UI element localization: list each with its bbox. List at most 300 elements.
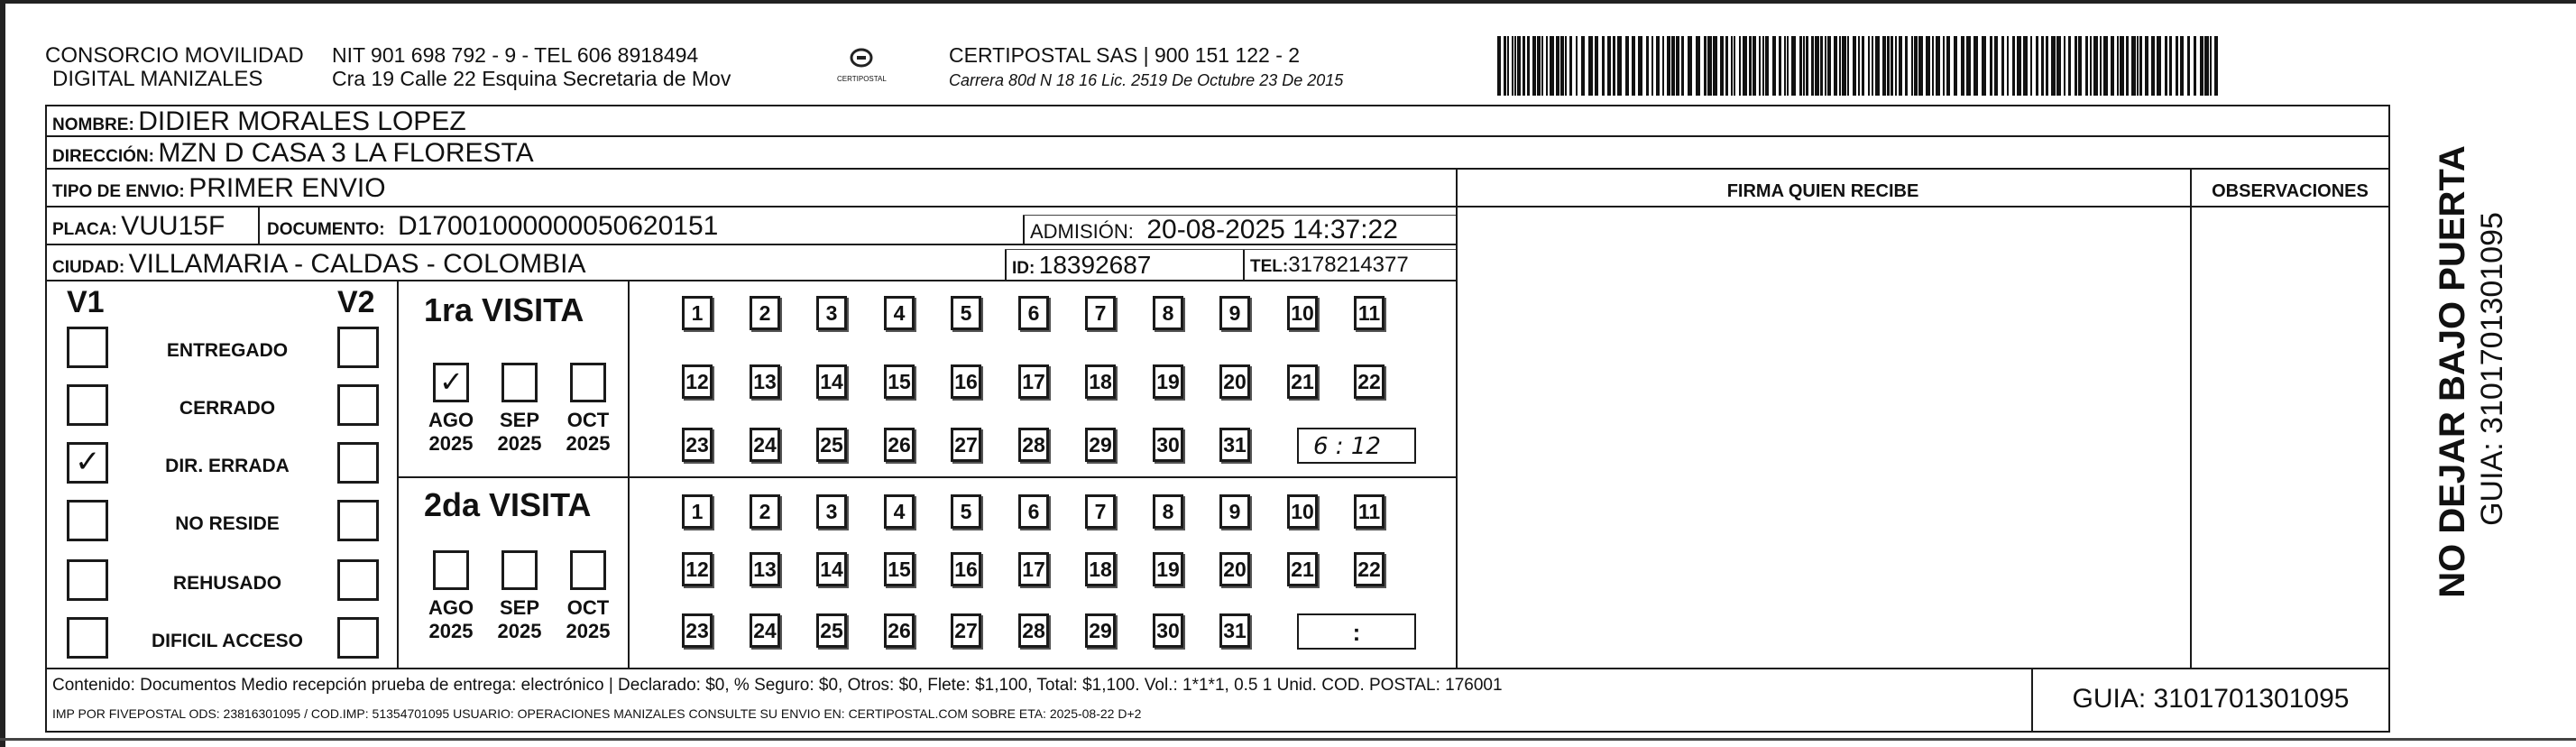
barcode-bar <box>1914 36 1918 96</box>
barcode-bar <box>1514 36 1516 96</box>
barcode-bar <box>1887 36 1890 96</box>
courier-logo-icon <box>837 45 886 92</box>
barcode-bar <box>1895 36 1897 96</box>
admission-field <box>1030 217 1398 244</box>
barcode-bar <box>1576 36 1578 96</box>
barcode-bar <box>2157 36 2161 96</box>
barcode-bar <box>1512 36 1513 96</box>
visit2-day-box[interactable]: 1 <box>682 494 713 529</box>
visit2-day-box[interactable]: 25 <box>816 613 847 648</box>
barcode-bar <box>1825 36 1826 96</box>
barcode-bar <box>2068 36 2071 96</box>
barcode-bar <box>2145 36 2148 96</box>
id-label: ID: <box>1012 259 1035 278</box>
barcode-bar <box>2078 36 2082 96</box>
barcode-bar <box>1707 36 1712 96</box>
visit1-day-box[interactable]: 9 <box>1219 296 1250 330</box>
status-reason-label: ENTREGADO <box>166 340 289 361</box>
visit1-day-box[interactable]: 30 <box>1153 428 1183 462</box>
tel-label: TEL: <box>1250 257 1289 276</box>
barcode-bar <box>2111 36 2114 96</box>
visit2-day-box[interactable]: 12 <box>682 552 713 586</box>
barcode-bar <box>2030 36 2032 96</box>
visit1-day-box[interactable]: 4 <box>884 296 915 330</box>
barcode-bar <box>1532 36 1536 96</box>
footer-content: Contenido: Documentos Medio recepción prueba de entrega: electrónico | Declarado: $0, % Seguro: $0, Otros: $0, Flete: $1,100, Total: $1,100. Vol.: 1*1*1, 0.5 1 Unid. COD. POSTAL: 176001 <box>52 676 1503 695</box>
barcode-bar <box>1994 36 1998 96</box>
visit1-day-box[interactable]: 11 <box>1354 296 1385 330</box>
barcode-bar <box>1704 36 1707 96</box>
city-label: CIUDAD: <box>52 258 125 277</box>
visit2-day-box[interactable]: 26 <box>884 613 915 648</box>
status-reason-label: DIR. ERRADA <box>165 456 290 476</box>
visit1-day-box[interactable]: 26 <box>884 428 915 462</box>
visit2-day-box[interactable]: 13 <box>750 552 780 586</box>
barcode-bar <box>1734 36 1735 96</box>
side-panel <box>2403 117 2511 650</box>
barcode-bar <box>2131 36 2136 96</box>
visit2-day-box[interactable]: 2 <box>750 494 780 529</box>
barcode-bar <box>2151 36 2155 96</box>
status-reason-label: DIFICIL ACCESO <box>151 631 303 651</box>
doc-divider <box>1023 215 1025 244</box>
id-field <box>1012 253 1151 278</box>
check-mark-icon: ✓ <box>75 444 101 480</box>
barcode-bar <box>1982 36 1986 96</box>
barcode-bar <box>2187 36 2190 96</box>
visit2-title: 2da VISITA <box>424 486 592 523</box>
barcode-bar <box>1581 36 1585 96</box>
visit2-day-box[interactable]: 8 <box>1153 494 1183 529</box>
v1-checkbox[interactable] <box>67 384 108 426</box>
visit1-day-box[interactable]: 6 <box>1018 296 1049 330</box>
visit1-day-box[interactable]: 8 <box>1153 296 1183 330</box>
courier-line: CERTIPOSTAL SAS | 900 151 122 - 2 <box>949 43 1301 67</box>
address-label: DIRECCIÓN: <box>52 147 154 166</box>
barcode-bar <box>1787 36 1789 96</box>
barcode-bar <box>1651 36 1653 96</box>
barcode-bar <box>1803 36 1805 96</box>
visit2-day-box[interactable]: 10 <box>1287 494 1318 529</box>
barcode-bar <box>2023 36 2028 96</box>
visit1-day-box[interactable]: 23 <box>682 428 713 462</box>
visit1-day-box[interactable]: 18 <box>1085 364 1116 399</box>
barcode-bar <box>1911 36 1913 96</box>
visit2-day-box[interactable]: 5 <box>951 494 981 529</box>
visit-divider <box>628 280 630 668</box>
barcode-bar <box>2200 36 2203 96</box>
sender-name-2: DIGITAL MANIZALES <box>52 67 263 91</box>
side-title: NO DEJAR BAJO PUERTA <box>2433 145 2472 598</box>
visit1-year-label: 2025 <box>497 432 542 455</box>
barcode-bar <box>1905 36 1908 96</box>
visit2-month-checkbox[interactable] <box>501 550 538 590</box>
send-type: PRIMER ENVIO <box>189 173 386 203</box>
recipient-name: DIDIER MORALES LOPEZ <box>138 106 466 136</box>
visit1-year-label: 2025 <box>566 432 611 455</box>
barcode-bar <box>2194 36 2196 96</box>
left-edge <box>0 0 5 747</box>
visit1-day-box[interactable]: 16 <box>951 364 981 399</box>
barcode-bar <box>1806 36 1808 96</box>
barcode-bar <box>1646 36 1649 96</box>
nit-line: NIT 901 698 792 - 9 - TEL 606 8918494 <box>332 43 699 67</box>
visit1-day-box[interactable]: 3 <box>816 296 847 330</box>
barcode-bar <box>1899 36 1902 96</box>
barcode-bar <box>1753 36 1756 96</box>
barcode-bar <box>2204 36 2209 96</box>
observations-box[interactable] <box>2192 208 2388 668</box>
status-reason-label: CERRADO <box>179 398 276 419</box>
visit2-year-label: 2025 <box>428 620 474 642</box>
barcode-bar <box>1918 36 1923 96</box>
v1-label: V1 <box>67 285 105 319</box>
visit2-time: : <box>1352 619 1361 646</box>
barcode-bar <box>1731 36 1733 96</box>
barcode-bar <box>1891 36 1893 96</box>
visit2-day-box[interactable]: 28 <box>1018 613 1049 648</box>
visit1-day-box[interactable]: 10 <box>1287 296 1318 330</box>
visit1-day-box[interactable]: 2 <box>750 296 780 330</box>
barcode-bar <box>1546 36 1548 96</box>
barcode-bar <box>2090 36 2092 96</box>
barcode-bar <box>1827 36 1831 96</box>
id-divider <box>1243 249 1245 280</box>
visit1-title: 1ra VISITA <box>424 291 584 328</box>
barcode-bar <box>1667 36 1670 96</box>
visit1-day-box[interactable]: 14 <box>816 364 847 399</box>
barcode <box>1497 36 2221 96</box>
barcode-bar <box>1527 36 1530 96</box>
visit1-day-box[interactable]: 31 <box>1219 428 1250 462</box>
visit1-day-box[interactable]: 13 <box>750 364 780 399</box>
v2-checkbox[interactable] <box>337 327 379 368</box>
barcode-bar <box>1662 36 1664 96</box>
visit2-time-box[interactable] <box>1297 613 1416 650</box>
recipient-address: MZN D CASA 3 LA FLORESTA <box>158 138 534 168</box>
barcode-bar <box>1617 36 1622 96</box>
barcode-bar <box>1523 36 1525 96</box>
barcode-bar <box>1872 36 1873 96</box>
visit-separator <box>397 476 1458 478</box>
send-type-row <box>52 175 386 202</box>
visit2-day-box[interactable]: 17 <box>1018 552 1049 586</box>
v1-checkbox[interactable] <box>67 617 108 659</box>
barcode-bar <box>2017 36 2021 96</box>
barcode-bar <box>1556 36 1559 96</box>
visit1-month-label: AGO <box>428 409 474 431</box>
barcode-bar <box>1713 36 1717 96</box>
barcode-bar <box>1739 36 1741 96</box>
sender-name-1: CONSORCIO MOVILIDAD <box>45 43 304 68</box>
visit1-day-box[interactable]: 22 <box>1354 364 1385 399</box>
visit1-day-box[interactable]: 21 <box>1287 364 1318 399</box>
barcode-bar <box>1834 36 1837 96</box>
barcode-bar <box>1688 36 1692 96</box>
barcode-bar <box>1772 36 1776 96</box>
barcode-bar <box>1762 36 1764 96</box>
top-edge <box>0 0 2576 4</box>
plate-value: VUU15F <box>121 211 225 241</box>
admission-label: ADMISIÓN: <box>1030 220 1134 243</box>
visit1-day-box[interactable]: 1 <box>682 296 713 330</box>
plate-field <box>52 213 225 240</box>
barcode-bar <box>2180 36 2184 96</box>
barcode-bar <box>2093 36 2098 96</box>
barcode-bar <box>1671 36 1675 96</box>
barcode-bar <box>2064 36 2065 96</box>
barcode-bar <box>1926 36 1930 96</box>
visit2-month-label: SEP <box>499 596 540 619</box>
visit1-day-box[interactable]: 28 <box>1018 428 1049 462</box>
barcode-bar <box>1595 36 1598 96</box>
visit1-day-box[interactable]: 5 <box>951 296 981 330</box>
row-line-5 <box>45 280 1458 281</box>
barcode-bar <box>2100 36 2102 96</box>
visit2-day-box[interactable]: 3 <box>816 494 847 529</box>
v2-checkbox[interactable] <box>337 617 379 659</box>
barcode-bar <box>1550 36 1554 96</box>
v1-checkbox[interactable] <box>67 559 108 601</box>
barcode-bar <box>1638 36 1642 96</box>
row-line-3 <box>45 206 1458 208</box>
barcode-bar <box>2214 36 2218 96</box>
barcode-bar <box>2046 36 2048 96</box>
firma-label: FIRMA QUIEN RECIBE <box>1726 181 1919 201</box>
courier-logo <box>837 45 886 92</box>
barcode-bar <box>2007 36 2009 96</box>
side-guia: GUIA: 3101701301095 <box>2475 212 2509 526</box>
barcode-bar <box>1839 36 1841 96</box>
barcode-bar <box>1954 36 1957 96</box>
city-field <box>52 251 585 278</box>
visit1-month-label: OCT <box>566 409 610 431</box>
document-label: DOCUMENTO: <box>267 220 385 239</box>
barcode-bar <box>2056 36 2061 96</box>
barcode-bar <box>1882 36 1886 96</box>
barcode-bar <box>1613 36 1615 96</box>
frame-right <box>2388 105 2390 733</box>
send-type-label: TIPO DE ENVIO: <box>52 182 185 201</box>
visit1-day-box[interactable]: 24 <box>750 428 780 462</box>
visit1-day-box[interactable]: 12 <box>682 364 713 399</box>
v2-checkbox[interactable] <box>337 384 379 426</box>
barcode-bar <box>1990 36 1992 96</box>
barcode-bar <box>1799 36 1802 96</box>
visit2-day-box[interactable]: 15 <box>884 552 915 586</box>
visit1-day-box[interactable]: 15 <box>884 364 915 399</box>
visit1-month-checkbox[interactable] <box>433 363 469 402</box>
frame-left <box>45 105 47 733</box>
visit1-day-box[interactable]: 20 <box>1219 364 1250 399</box>
id-underline <box>1005 249 1458 250</box>
visit2-day-box[interactable]: 16 <box>951 552 981 586</box>
visit2-day-box[interactable]: 7 <box>1085 494 1116 529</box>
barcode-bar <box>1537 36 1541 96</box>
visit2-day-box[interactable]: 29 <box>1085 613 1116 648</box>
barcode-bar <box>1868 36 1870 96</box>
barcode-bar <box>2176 36 2178 96</box>
barcode-bar <box>1504 36 1506 96</box>
barcode-bar <box>2117 36 2119 96</box>
barcode-bar <box>1858 36 1860 96</box>
visit1-day-box[interactable]: 7 <box>1085 296 1116 330</box>
v1-checkbox[interactable] <box>67 442 108 484</box>
observaciones-label: OBSERVACIONES <box>2212 181 2369 201</box>
barcode-bar <box>1676 36 1679 96</box>
barcode-bar <box>1749 36 1752 96</box>
barcode-bar <box>1517 36 1521 96</box>
v2-checkbox[interactable] <box>337 442 379 484</box>
barcode-bar <box>2075 36 2077 96</box>
visit1-month-checkbox[interactable] <box>570 363 606 402</box>
barcode-bar <box>1853 36 1856 96</box>
barcode-bar <box>1847 36 1849 96</box>
name-row <box>52 108 466 135</box>
address-line: Cra 19 Calle 22 Esquina Secretaria de Mov <box>332 67 731 90</box>
visit1-time: 6 : 12 <box>1313 433 1381 460</box>
barcode-bar <box>1656 36 1660 96</box>
visit2-day-box[interactable]: 30 <box>1153 613 1183 648</box>
v1-checkbox[interactable] <box>67 500 108 541</box>
visit2-day-box[interactable]: 4 <box>884 494 915 529</box>
barcode-bar <box>1842 36 1846 96</box>
visit2-day-box[interactable]: 27 <box>951 613 981 648</box>
barcode-bar <box>2041 36 2044 96</box>
barcode-bar <box>1696 36 1700 96</box>
barcode-bar <box>1743 36 1747 96</box>
visit2-day-box[interactable]: 14 <box>816 552 847 586</box>
name-label: NOMBRE: <box>52 115 134 134</box>
barcode-bar <box>2126 36 2129 96</box>
barcode-bar <box>2036 36 2038 96</box>
visit2-day-box[interactable]: 23 <box>682 613 713 648</box>
barcode-bar <box>2120 36 2124 96</box>
visit1-day-box[interactable]: 27 <box>951 428 981 462</box>
visit2-day-box[interactable]: 9 <box>1219 494 1250 529</box>
barcode-bar <box>1632 36 1635 96</box>
barcode-bar <box>1560 36 1564 96</box>
signature-box[interactable] <box>1458 208 2190 668</box>
visit2-year-label: 2025 <box>497 620 542 642</box>
tel-field <box>1250 254 1409 276</box>
check-mark-icon: ✓ <box>439 364 464 399</box>
barcode-bar <box>2137 36 2139 96</box>
license-line: Carrera 80d N 18 16 Lic. 2519 De Octubre 23 De 2015 <box>949 71 1344 89</box>
visit2-day-box[interactable]: 18 <box>1085 552 1116 586</box>
barcode-bar <box>1765 36 1769 96</box>
barcode-bar <box>2210 36 2212 96</box>
visit2-month-checkbox[interactable] <box>433 550 469 590</box>
barcode-bar <box>1588 36 1593 96</box>
visit2-month-label: AGO <box>428 596 474 619</box>
visit2-day-box[interactable]: 22 <box>1354 552 1385 586</box>
barcode-bar <box>1943 36 1945 96</box>
id-value: 18392687 <box>1038 251 1152 279</box>
visit1-time-box[interactable] <box>1297 428 1416 464</box>
barcode-bar <box>2051 36 2056 96</box>
courier-logo-text: CERTIPOSTAL <box>837 75 887 83</box>
barcode-bar <box>1507 36 1509 96</box>
visit2-day-box[interactable]: 21 <box>1287 552 1318 586</box>
barcode-bar <box>1759 36 1761 96</box>
footer-imp: IMP POR FIVEPOSTAL ODS: 23816301095 / COD.IMP: 51354701095 USUARIO: OPERACIONES MANIZALES CONSULTE SU ENVIO EN: CERTIPOSTAL.COM SOBRE ETA: 2025-08-22 D+2 <box>52 706 1142 721</box>
barcode-bar <box>1720 36 1724 96</box>
barcode-bar <box>1541 36 1543 96</box>
barcode-bar <box>1607 36 1611 96</box>
visit2-day-box[interactable]: 6 <box>1018 494 1049 529</box>
footer-guia: GUIA: 3101701301095 <box>2072 684 2350 714</box>
visit2-day-box[interactable]: 19 <box>1153 552 1183 586</box>
row-line-2 <box>45 168 2390 170</box>
barcode-bar <box>2012 36 2015 96</box>
document-field <box>267 213 718 240</box>
row-line-footer <box>45 668 2390 669</box>
visit2-month-label: OCT <box>566 596 610 619</box>
bottom-edge <box>0 738 2576 741</box>
status-reason-label: NO RESIDE <box>175 513 280 534</box>
visit1-month-checkbox[interactable] <box>501 363 538 402</box>
frame-bottom <box>45 731 2390 733</box>
visit1-year-label: 2025 <box>428 432 474 455</box>
barcode-bar <box>2103 36 2108 96</box>
status-reason-label: REHUSADO <box>172 573 282 594</box>
barcode-bar <box>1569 36 1572 96</box>
barcode-bar <box>1862 36 1864 96</box>
visit2-day-box[interactable]: 31 <box>1219 613 1250 648</box>
barcode-bar <box>1961 36 1964 96</box>
visit1-day-box[interactable]: 29 <box>1085 428 1116 462</box>
barcode-bar <box>1815 36 1819 96</box>
status-right <box>397 280 399 668</box>
barcode-bar <box>1936 36 1940 96</box>
visit1-day-box[interactable]: 25 <box>816 428 847 462</box>
barcode-bar <box>1791 36 1796 96</box>
visit2-day-box[interactable]: 24 <box>750 613 780 648</box>
city-value: VILLAMARIA - CALDAS - COLOMBIA <box>128 249 586 279</box>
barcode-bar <box>2085 36 2088 96</box>
address-row <box>52 140 534 167</box>
v2-label: V2 <box>337 285 375 319</box>
barcode-bar <box>1966 36 1971 96</box>
barcode-bar <box>1725 36 1728 96</box>
visit2-day-box[interactable]: 11 <box>1354 494 1385 529</box>
barcode-bar <box>1497 36 1501 96</box>
barcode-bar <box>1681 36 1684 96</box>
barcode-bar <box>1779 36 1781 96</box>
barcode-bar <box>2165 36 2167 96</box>
v2-checkbox[interactable] <box>337 500 379 541</box>
document-value: D17001000000050620151 <box>398 211 719 241</box>
visit1-month-label: SEP <box>499 409 540 431</box>
barcode-bar <box>1875 36 1880 96</box>
admission-value: 20-08-2025 14:37:22 <box>1146 215 1398 244</box>
plate-divider <box>258 206 260 244</box>
visit1-day-box[interactable]: 19 <box>1153 364 1183 399</box>
barcode-bar <box>1784 36 1786 96</box>
visit1-day-box[interactable]: 17 <box>1018 364 1049 399</box>
barcode-bar <box>1973 36 1978 96</box>
barcode-bar <box>2169 36 2172 96</box>
visit2-month-checkbox[interactable] <box>570 550 606 590</box>
v1-checkbox[interactable] <box>67 327 108 368</box>
visit2-day-box[interactable]: 20 <box>1219 552 1250 586</box>
visit2-year-label: 2025 <box>566 620 611 642</box>
barcode-bar <box>1932 36 1934 96</box>
barcode-bar <box>1820 36 1823 96</box>
v2-checkbox[interactable] <box>337 559 379 601</box>
barcode-bar <box>1565 36 1567 96</box>
